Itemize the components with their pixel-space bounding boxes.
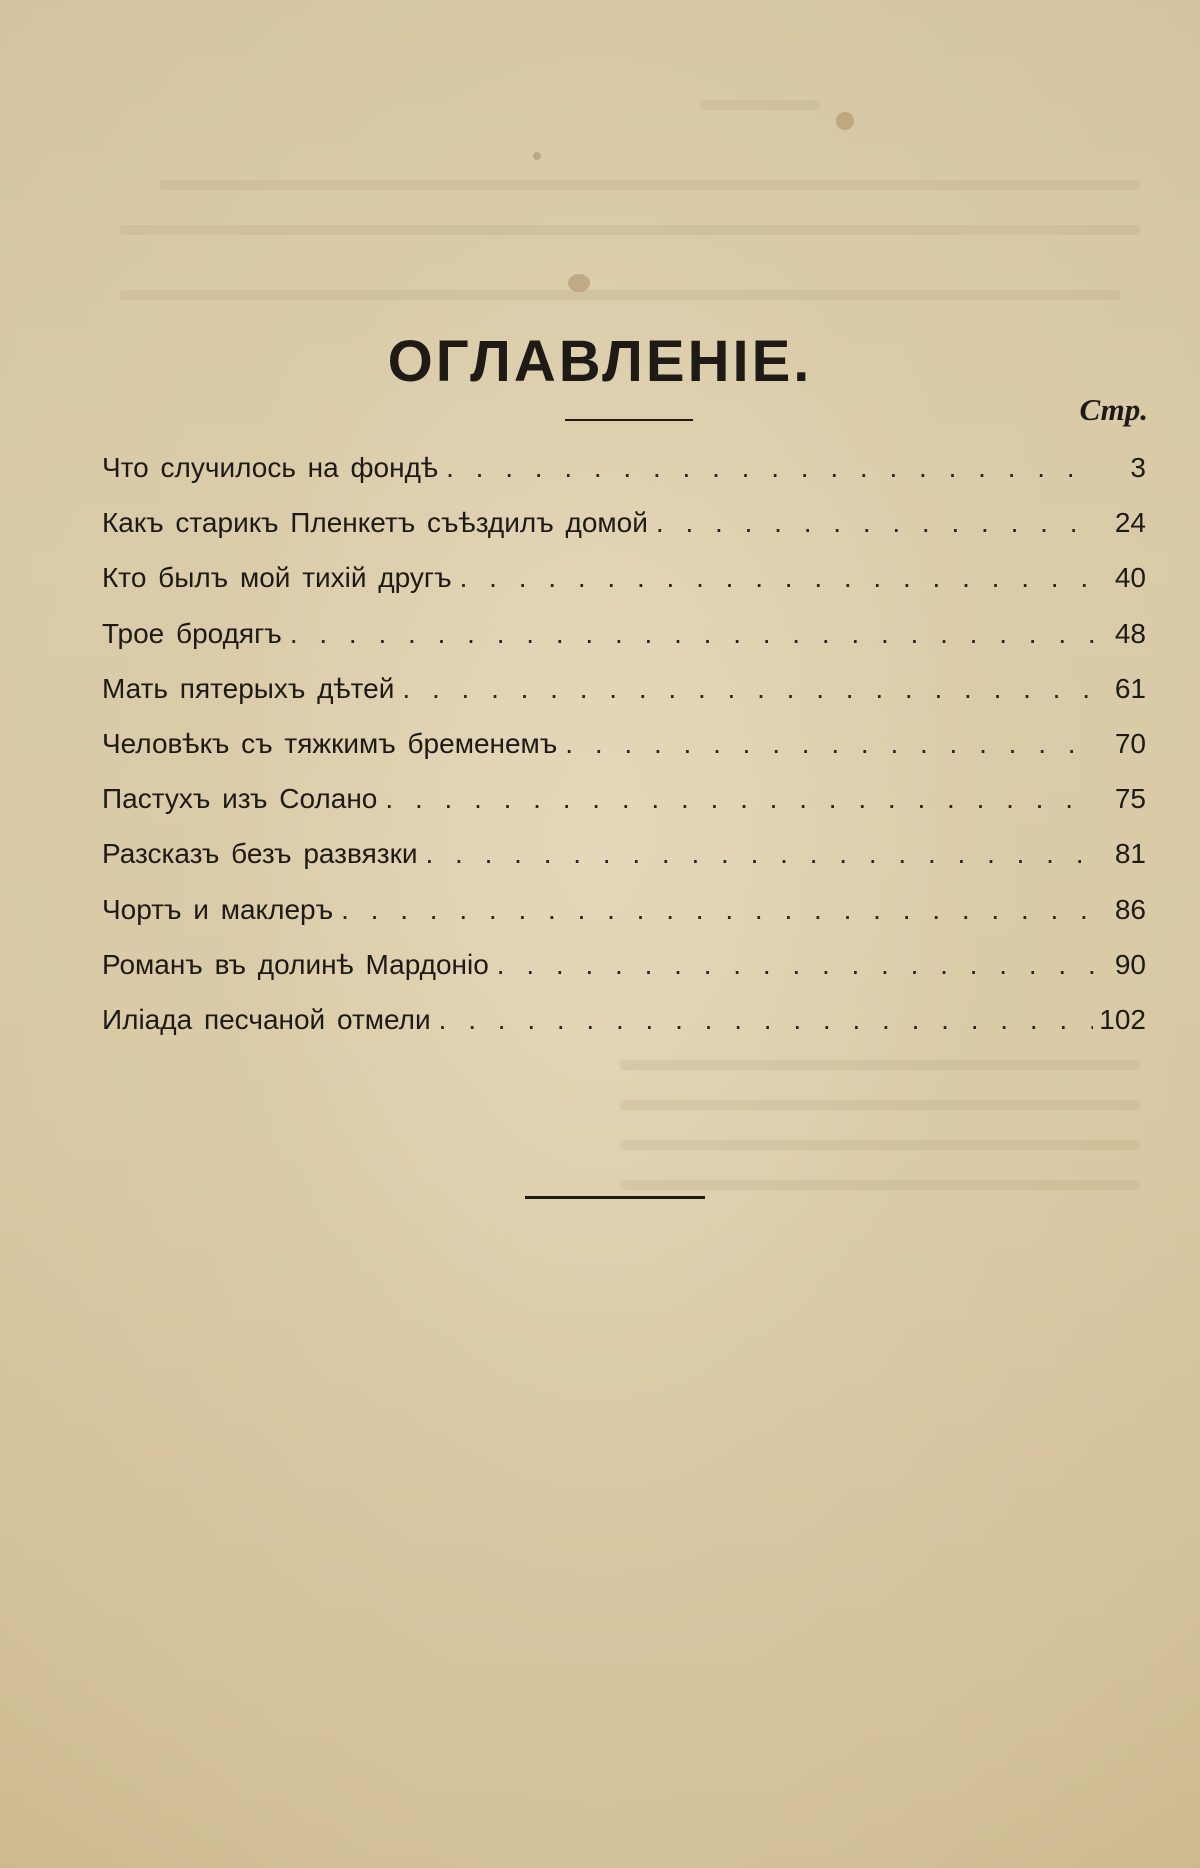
dot-leader — [446, 440, 1096, 495]
toc-entry-title: Кто былъ мой тихій другъ — [102, 562, 452, 594]
toc-entry-page: 90 — [1114, 948, 1146, 980]
bleed-through-line — [120, 225, 1140, 235]
dot-leader — [497, 937, 1096, 992]
bleed-through-line — [620, 1100, 1140, 1110]
toc-entry-page: 81 — [1114, 838, 1146, 870]
toc-entry-page: 86 — [1114, 893, 1146, 925]
paper-foxing-spot — [533, 152, 541, 160]
dot-leader — [460, 550, 1096, 605]
paper-foxing-spot — [836, 112, 854, 130]
toc-entry — [102, 440, 1146, 495]
toc-entry-page: 48 — [1114, 617, 1146, 649]
toc-entry-page: 75 — [1114, 783, 1146, 815]
toc-entry-page: 3 — [1130, 452, 1146, 483]
title-rule — [565, 419, 693, 421]
toc-entry-title: Пастухъ изъ Солано — [102, 783, 378, 815]
dot-leader — [290, 606, 1096, 661]
dot-leader — [402, 661, 1096, 716]
toc-entry — [102, 716, 1146, 771]
toc-entry-title: Мать пятерыхъ дѣтей — [102, 672, 395, 704]
bleed-through-line — [700, 100, 820, 110]
table-of-contents — [102, 440, 1146, 1047]
toc-entry-title: Человѣкъ съ тяжкимъ бременемъ — [102, 727, 558, 759]
dot-leader — [385, 771, 1096, 826]
dot-leader — [425, 826, 1096, 881]
bleed-through-line — [620, 1060, 1140, 1070]
page-column-label: Стр. — [1079, 392, 1148, 427]
toc-entry — [102, 606, 1146, 661]
toc-entry-page: 102 — [1099, 1003, 1146, 1035]
toc-entry — [102, 826, 1146, 881]
toc-entry — [102, 992, 1146, 1047]
end-rule — [525, 1196, 705, 1199]
toc-entry-title: Какъ старикъ Пленкетъ съѣздилъ домой — [102, 507, 648, 539]
toc-entry-page: 61 — [1114, 672, 1146, 704]
toc-entry — [102, 771, 1146, 826]
toc-entry — [102, 661, 1146, 716]
paper-foxing-spot — [568, 274, 590, 292]
toc-entry-title: Трое бродягъ — [102, 617, 282, 649]
toc-entry-title: Иліада песчаной отмели — [102, 1003, 431, 1035]
dot-leader — [439, 992, 1094, 1047]
bleed-through-line — [620, 1140, 1140, 1150]
toc-entry — [102, 550, 1146, 605]
bleed-through-line — [160, 180, 1140, 190]
dot-leader — [565, 716, 1096, 771]
toc-entry-title: Что случилось на фондѣ — [102, 452, 439, 483]
toc-entry — [102, 495, 1146, 550]
toc-entry-page: 70 — [1114, 727, 1146, 759]
toc-entry-title: Чортъ и маклеръ — [102, 893, 334, 925]
toc-entry-title: Разсказъ безъ развязки — [102, 838, 418, 870]
toc-entry — [102, 937, 1146, 992]
toc-entry-page: 24 — [1114, 507, 1146, 539]
dot-leader — [341, 882, 1096, 937]
toc-entry-page: 40 — [1114, 562, 1146, 594]
dot-leader — [656, 495, 1096, 550]
bleed-through-line — [120, 290, 1120, 300]
page-title: ОГЛАВЛЕНІЕ. — [387, 329, 813, 394]
bleed-through-line — [620, 1180, 1140, 1190]
toc-entry-title: Романъ въ долинѣ Мардоніо — [102, 948, 489, 980]
toc-entry — [102, 882, 1146, 937]
